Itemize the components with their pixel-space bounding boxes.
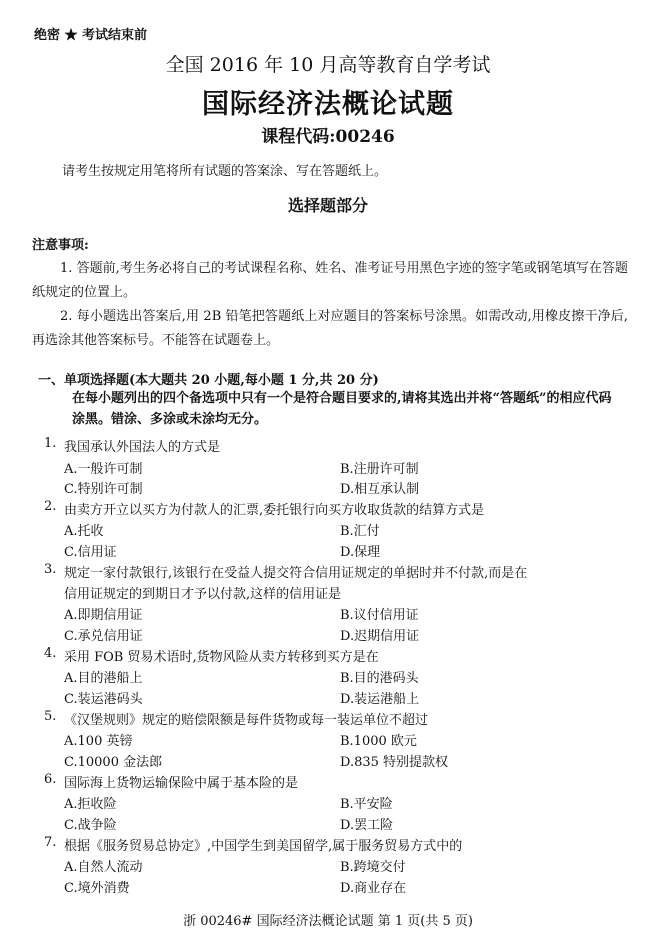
page-footer: 浙 00246# 国际经济法概论试题 第 1 页(共 5 页) (183, 914, 473, 929)
option-c: C.10000 金法郎 (64, 755, 163, 770)
general-instruction: 请考生按规定用笔将所有试题的答案涂、写在答题纸上。 (62, 164, 388, 179)
question-number: 3. (44, 562, 57, 577)
option-c: C.信用证 (64, 545, 117, 560)
part-heading: 一、单项选择题(本大题共 20 小题,每小题 1 分,共 20 分) (38, 373, 379, 388)
question-text: 国际海上货物运输保险中属于基本险的是 (64, 776, 299, 791)
secret-label: 绝密 ★ 考试结束前 (34, 28, 148, 43)
option-c: C.境外消费 (64, 881, 130, 896)
option-d: D.迟期信用证 (340, 629, 420, 644)
option-d: D.相互承认制 (340, 482, 420, 497)
option-a: A.一般许可制 (64, 462, 143, 477)
option-c: C.特别许可制 (64, 482, 143, 497)
option-b: B.平安险 (340, 797, 393, 812)
option-b: B.跨境交付 (340, 860, 406, 875)
option-b: B.汇付 (340, 524, 380, 539)
question-number: 4. (44, 646, 57, 661)
section-title: 选择题部分 (287, 196, 368, 215)
option-c: C.装运港码头 (64, 692, 143, 707)
question-number: 5. (44, 709, 57, 724)
question-number: 6. (44, 772, 57, 787)
option-a: A.自然人流动 (64, 860, 143, 875)
question-text: 我国承认外国法人的方式是 (64, 440, 221, 455)
option-b: B.1000 欧元 (340, 734, 417, 749)
option-d: D.保理 (340, 545, 381, 560)
course-code: 课程代码:00246 (261, 127, 395, 147)
option-a: A.拒收险 (64, 797, 117, 812)
question-number: 2. (44, 499, 57, 514)
notice-item-1: 1. 答题前,考生务必将自己的考试课程名称、姓名、准考证号用黑色字迹的签字笔或钢笔填写在答题纸规定的位置上。 (32, 261, 628, 300)
option-b: B.注册许可制 (340, 462, 419, 477)
option-d: D.装运港船上 (340, 692, 420, 707)
option-d: D.罢工险 (340, 818, 394, 833)
option-b: B.议付信用证 (340, 608, 419, 623)
question-text-cont: 信用证规定的到期日才予以付款,这样的信用证是 (64, 587, 342, 602)
exam-name: 全国 2016 年 10 月高等教育自学考试 (165, 54, 491, 76)
question-text: 采用 FOB 贸易术语时,货物风险从卖方转移到买方是在 (64, 650, 379, 665)
notice-item-2: 2. 每小题选出答案后,用 2B 铅笔把答题纸上对应题目的答案标号涂黑。如需改动,用橡皮擦干净后,再选涂其他答案标号。不能答在试题卷上。 (32, 309, 628, 348)
paper-title: 国际经济法概论试题 (202, 89, 454, 120)
question-number: 7. (44, 835, 57, 850)
option-a: A.100 英镑 (64, 734, 133, 749)
question-number: 1. (44, 436, 57, 451)
question-text: 根据《服务贸易总协定》,中国学生到美国留学,属于服务贸易方式中的 (64, 839, 463, 854)
option-c: C.战争险 (64, 818, 117, 833)
notice-heading: 注意事项: (32, 238, 89, 253)
question-text: 《汉堡规则》规定的赔偿限额是每件货物或每一装运单位不超过 (64, 713, 429, 728)
option-a: A.托收 (64, 524, 104, 539)
question-text: 由卖方开立以买方为付款人的汇票,委托银行向买方收取货款的结算方式是 (64, 503, 485, 518)
question-text: 规定一家付款银行,该银行在受益人提交符合信用证规定的单据时并不付款,而是在 (64, 566, 528, 581)
option-a: A.目的港船上 (64, 671, 143, 686)
option-c: C.承兑信用证 (64, 629, 143, 644)
option-d: D.835 特别提款权 (340, 755, 449, 770)
option-a: A.即期信用证 (64, 608, 143, 623)
part-description: 在每小题列出的四个备选项中只有一个是符合题目要求的,请将其选出并将“答题纸”的相应代码涂黑。错涂、多涂或未涂均无分。 (72, 391, 612, 427)
option-d: D.商业存在 (340, 881, 407, 896)
option-b: B.目的港码头 (340, 671, 419, 686)
